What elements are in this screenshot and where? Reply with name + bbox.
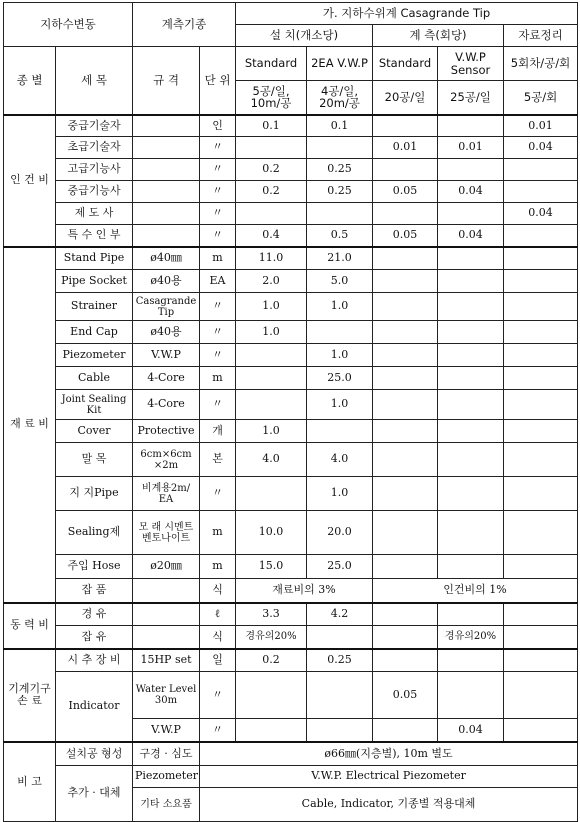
empty-cell: [438, 649, 504, 672]
material-item: 주입 Hose: [56, 555, 133, 579]
material-value: 4.0: [307, 443, 373, 477]
empty-cell: [504, 555, 578, 579]
material-value: 1.0: [236, 420, 307, 443]
machine-indicator-item: Indicator: [56, 672, 133, 742]
material-value: [236, 477, 307, 511]
material-item: Stand Pipe: [56, 247, 133, 270]
material-unit: 〃: [200, 477, 236, 511]
machine-equip-unit: 일: [200, 649, 236, 672]
rate-vwp-sensor: 25공/일: [438, 81, 504, 115]
material-unit: m: [200, 367, 236, 390]
machine-equip-spec: 15HP set: [133, 649, 200, 672]
power-value: 경유의20%: [438, 626, 504, 649]
empty-cell: [373, 367, 438, 390]
labor-item: 고급기능사: [56, 159, 133, 181]
empty-cell: [373, 390, 438, 420]
material-unit: 개: [200, 420, 236, 443]
empty-cell: [373, 603, 438, 626]
machine-equip-item: 시 추 장 비: [56, 649, 133, 672]
rate-standard-measure: 20공/일: [373, 81, 438, 115]
sub-standard-install: Standard: [236, 47, 307, 81]
labor-unit: 〃: [200, 159, 236, 181]
misc-install-note: 재료비의 3%: [236, 579, 373, 603]
material-item: 말 목: [56, 443, 133, 477]
material-value: 1.0: [307, 477, 373, 511]
labor-value: 0.25: [307, 181, 373, 203]
material-unit: m: [200, 555, 236, 579]
header-unit: 단 위: [200, 47, 236, 115]
remarks-r2-text1: V.W.P. Electrical Piezometer: [200, 766, 578, 788]
labor-spec: [133, 159, 200, 181]
misc-unit: 식: [200, 579, 236, 603]
labor-value: 0.2: [236, 181, 307, 203]
empty-cell: [504, 626, 578, 649]
empty-cell: [133, 579, 200, 603]
labor-value: 0.2: [236, 159, 307, 181]
labor-spec: [133, 225, 200, 247]
empty-cell: [373, 344, 438, 367]
group-power: 동 력 비: [4, 603, 56, 649]
header-data: 자료정리: [504, 25, 578, 47]
header-install: 설 치(개소당): [236, 25, 373, 47]
labor-value: [438, 115, 504, 137]
material-item: End Cap: [56, 321, 133, 344]
remarks-r2-text2: Cable, Indicator, 기종별 적용대체: [200, 788, 578, 822]
labor-value: [373, 115, 438, 137]
header-instrument-title: 가. 지하수위계 Casagrande Tip: [236, 3, 578, 25]
header-groundwater: 지하수변동: [4, 3, 133, 47]
labor-item: 특 수 인 부: [56, 225, 133, 247]
sub-data: 5회차/공/회: [504, 47, 578, 81]
empty-cell: [236, 719, 307, 742]
material-unit: 〃: [200, 321, 236, 344]
sub-vwp-sensor: V.W.P Sensor: [438, 47, 504, 81]
labor-spec: [133, 203, 200, 225]
labor-value: [373, 203, 438, 225]
labor-spec: [133, 115, 200, 137]
material-value: 5.0: [307, 270, 373, 293]
material-value: 1.0: [307, 293, 373, 321]
group-machine: 기계기구 손 료: [4, 649, 56, 742]
empty-cell: [373, 511, 438, 555]
material-value: 11.0: [236, 247, 307, 270]
group-material: 재 료 비: [4, 247, 56, 603]
remarks-r2-item: 추가 · 대체: [56, 766, 133, 822]
material-value: 2.0: [236, 270, 307, 293]
labor-value: 0.1: [307, 115, 373, 137]
material-spec: V.W.P: [133, 344, 200, 367]
labor-value: 0.5: [307, 225, 373, 247]
material-item: Sealing제: [56, 511, 133, 555]
empty-cell: [504, 719, 578, 742]
empty-cell: [373, 719, 438, 742]
empty-cell: [504, 390, 578, 420]
material-value: [236, 390, 307, 420]
empty-cell: [438, 511, 504, 555]
empty-cell: [438, 443, 504, 477]
material-value: 21.0: [307, 247, 373, 270]
group-labor: 인 건 비: [4, 115, 56, 247]
material-spec: 6cm×6cm ×2m: [133, 443, 200, 477]
material-unit: m: [200, 247, 236, 270]
labor-value: 0.25: [307, 159, 373, 181]
empty-cell: [438, 420, 504, 443]
labor-unit: 〃: [200, 181, 236, 203]
machine-vwp-spec: V.W.P: [133, 719, 200, 742]
material-item: 지 지Pipe: [56, 477, 133, 511]
material-unit: 〃: [200, 390, 236, 420]
empty-cell: [373, 477, 438, 511]
labor-spec: [133, 137, 200, 159]
machine-vwp-value: 0.04: [438, 719, 504, 742]
power-value: 경유의20%: [236, 626, 307, 649]
cost-table: [3, 2, 578, 822]
material-spec: 모 래 시멘트 벤토나이트: [133, 511, 200, 555]
empty-cell: [133, 603, 200, 626]
misc-measure-note: 인건비의 1%: [373, 579, 578, 603]
material-unit: m: [200, 511, 236, 555]
material-unit: 〃: [200, 344, 236, 367]
labor-unit: 〃: [200, 203, 236, 225]
material-value: 1.0: [236, 293, 307, 321]
power-item: 경 유: [56, 603, 133, 626]
labor-value: [373, 159, 438, 181]
empty-cell: [504, 511, 578, 555]
empty-cell: [438, 603, 504, 626]
labor-value: 0.04: [504, 203, 578, 225]
labor-spec: [133, 181, 200, 203]
power-unit: ℓ: [200, 603, 236, 626]
labor-value: 0.01: [438, 137, 504, 159]
empty-cell: [504, 672, 578, 719]
labor-item: 제 도 사: [56, 203, 133, 225]
header-category: 종 별: [4, 47, 56, 115]
labor-item: 중급기술자: [56, 115, 133, 137]
material-unit: 본: [200, 443, 236, 477]
empty-cell: [504, 270, 578, 293]
material-item: Pipe Socket: [56, 270, 133, 293]
header-measure: 계 측(회당): [373, 25, 504, 47]
empty-cell: [373, 443, 438, 477]
material-value: [236, 367, 307, 390]
empty-cell: [307, 626, 373, 649]
header-instrument-type: 계측기종: [133, 3, 236, 47]
labor-value: 0.05: [373, 181, 438, 203]
material-value: 25.0: [307, 367, 373, 390]
labor-value: 0.04: [438, 225, 504, 247]
empty-cell: [438, 270, 504, 293]
material-unit: 〃: [200, 293, 236, 321]
empty-cell: [504, 293, 578, 321]
labor-value: [236, 203, 307, 225]
material-spec: 4-Core: [133, 390, 200, 420]
remarks-r1-item: 설치공 형성: [56, 742, 133, 766]
labor-value: 0.01: [504, 115, 578, 137]
rate-vwp-install: 4공/일, 20m/공: [307, 81, 373, 115]
material-value: [307, 420, 373, 443]
empty-cell: [504, 344, 578, 367]
material-spec: ø40용: [133, 270, 200, 293]
labor-value: 0.01: [373, 137, 438, 159]
empty-cell: [373, 626, 438, 649]
labor-item: 초급기술자: [56, 137, 133, 159]
remarks-r1-spec: 구경 · 심도: [133, 742, 200, 766]
material-spec: ø20㎜: [133, 555, 200, 579]
labor-value: [438, 203, 504, 225]
empty-cell: [438, 367, 504, 390]
empty-cell: [373, 321, 438, 344]
empty-cell: [373, 420, 438, 443]
rate-data: 5공/회: [504, 81, 578, 115]
material-spec: ø40㎜: [133, 247, 200, 270]
power-value: 4.2: [307, 603, 373, 626]
material-item: Joint Sealing Kit: [56, 390, 133, 420]
empty-cell: [236, 672, 307, 719]
material-item: Cable: [56, 367, 133, 390]
empty-cell: [133, 626, 200, 649]
empty-cell: [438, 672, 504, 719]
remarks-r2-spec1: Piezometer: [133, 766, 200, 788]
machine-vwp-unit: 〃: [200, 719, 236, 742]
labor-value: 0.4: [236, 225, 307, 247]
material-item: Strainer: [56, 293, 133, 321]
labor-value: [438, 159, 504, 181]
material-value: 10.0: [236, 511, 307, 555]
material-spec: 4-Core: [133, 367, 200, 390]
material-value: [236, 344, 307, 367]
labor-value: 0.1: [236, 115, 307, 137]
material-spec: Protective: [133, 420, 200, 443]
empty-cell: [504, 649, 578, 672]
labor-value: 0.05: [373, 225, 438, 247]
remarks-r1-text: ø66㎜(지층별), 10m 별도: [200, 742, 578, 766]
labor-unit: 인: [200, 115, 236, 137]
material-value: 1.0: [307, 344, 373, 367]
empty-cell: [373, 270, 438, 293]
labor-unit: 〃: [200, 225, 236, 247]
empty-cell: [307, 672, 373, 719]
empty-cell: [504, 603, 578, 626]
power-unit: 식: [200, 626, 236, 649]
material-value: 4.0: [236, 443, 307, 477]
labor-item: 중급기능사: [56, 181, 133, 203]
empty-cell: [438, 293, 504, 321]
empty-cell: [504, 443, 578, 477]
misc-item: 잡 품: [56, 579, 133, 603]
empty-cell: [373, 649, 438, 672]
empty-cell: [438, 555, 504, 579]
material-value: 1.0: [236, 321, 307, 344]
empty-cell: [504, 247, 578, 270]
machine-water-level-spec: Water Level 30m: [133, 672, 200, 719]
machine-water-level-unit: 〃: [200, 672, 236, 719]
machine-water-level-value: 0.05: [373, 672, 438, 719]
material-value: [307, 321, 373, 344]
labor-value: 0.04: [504, 137, 578, 159]
labor-value: 0.04: [438, 181, 504, 203]
material-value: 20.0: [307, 511, 373, 555]
material-value: 15.0: [236, 555, 307, 579]
labor-unit: 〃: [200, 137, 236, 159]
empty-cell: [438, 247, 504, 270]
header-item: 세 목: [56, 47, 133, 115]
material-unit: EA: [200, 270, 236, 293]
sub-vwp-install: 2EA V.W.P: [307, 47, 373, 81]
material-spec: 비계용2m/ EA: [133, 477, 200, 511]
empty-cell: [504, 420, 578, 443]
empty-cell: [373, 247, 438, 270]
labor-value: [307, 203, 373, 225]
empty-cell: [504, 477, 578, 511]
labor-value: [504, 181, 578, 203]
material-value: 1.0: [307, 390, 373, 420]
header-spec: 규 격: [133, 47, 200, 115]
material-value: 25.0: [307, 555, 373, 579]
material-item: Piezometer: [56, 344, 133, 367]
empty-cell: [438, 344, 504, 367]
empty-cell: [504, 321, 578, 344]
material-spec: Casagrande Tip: [133, 293, 200, 321]
empty-cell: [438, 390, 504, 420]
rate-standard-install: 5공/일, 10m/공: [236, 81, 307, 115]
sub-standard-measure: Standard: [373, 47, 438, 81]
machine-equip-value: 0.2: [236, 649, 307, 672]
labor-value: [504, 159, 578, 181]
remarks-r2-spec2: 기타 소요품: [133, 788, 200, 822]
material-spec: ø40용: [133, 321, 200, 344]
empty-cell: [373, 555, 438, 579]
labor-value: [236, 137, 307, 159]
machine-equip-value: 0.25: [307, 649, 373, 672]
labor-value: [307, 137, 373, 159]
material-item: Cover: [56, 420, 133, 443]
empty-cell: [438, 321, 504, 344]
empty-cell: [307, 719, 373, 742]
group-remarks: 비 고: [4, 742, 56, 822]
empty-cell: [504, 367, 578, 390]
empty-cell: [438, 477, 504, 511]
empty-cell: [373, 293, 438, 321]
labor-value: [504, 225, 578, 247]
power-item: 잡 유: [56, 626, 133, 649]
power-value: 3.3: [236, 603, 307, 626]
